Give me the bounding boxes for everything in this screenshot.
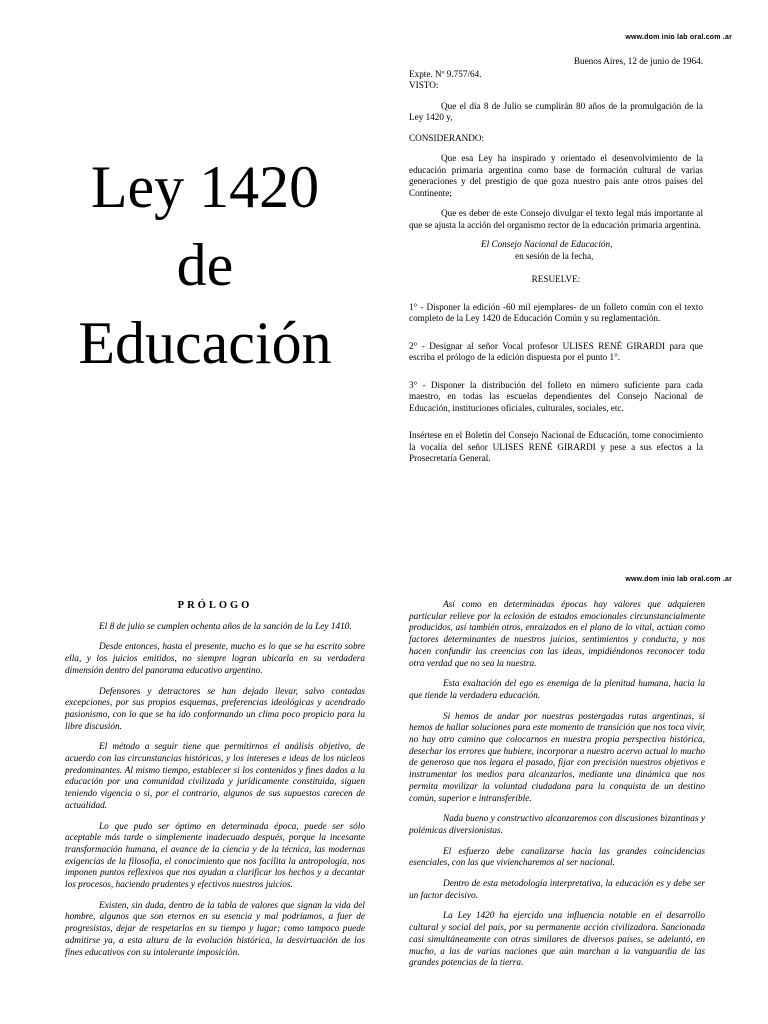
visto-text: Que el día 8 de Julio se cumplirán 80 años de la promulgación de la Ley 1420 y, — [409, 100, 703, 122]
resolution-item: 3° - Disponer la distribución del folleto en número suficiente para cada maestro, en todas las escuelas dependientes del Consejo Nacional de Educación, instituciones oficiales, culturales, sociales, etc. — [409, 379, 703, 413]
prologo-paragraph: Si hemos de andar por nuestras postergadas rutas argentinas, si hemos de hallar soluciones para este momento de transición que nos toca vivir, no hay otro camino que colocarnos en nuestra propia perspectiva histórica, desechar los errores que hubiere, incorporar a nuestro acervo actual lo mucho de generoso que nos legara el pasado, fijar con precisión nuestros objetivos e instrumentar los medios para alcanzarlos, mediante una dinámica que nos permita movilizar la voluntad ciudadana para la conquista de un destino común, superior e intransferible. — [409, 711, 705, 804]
resolution-date: Buenos Aires, 12 de junio de 1964. — [573, 56, 703, 66]
resolution-item: 1° - Disponer la edición -60 mil ejemplares- de un folleto común con el texto completo de la Ley 1420 de Educación Común y su reglamentación. — [409, 301, 703, 323]
title-line: Ley 1420 — [90, 154, 320, 220]
prologo-paragraph: Defensores y detractores se han dejado llevar, salvo contadas excepciones, por sus propios esquemas, preferencias ideológicas y acendrado pasionismo, con lo que se ha ido conformando un clima poco propicio para la libre discusión. — [65, 686, 365, 732]
resuelve-label: RESUELVE: — [531, 274, 581, 284]
document-title — [40, 148, 370, 382]
prologo-paragraph: Desde entonces, hasta el presente, mucho es lo que se ha escrito sobre ella, y los juicios emitidos, no siempre logran ubicarla en su verdadera dimensión dentro del panorama educativo argentino. — [65, 642, 365, 676]
considerando-paragraph: Que es deber de este Consejo divulgar el texto legal más importante al que se ajusta la acción del organismo rector de la educación primaria argentina. — [409, 208, 703, 230]
prologo-paragraph: Lo que pudo ser óptimo en determinada época, puede ser sólo aceptable más tarde o simplemente inadecuado después, porque la incesante transformación humana, el avance de la ciencia y de la técnica, las modernas exigencias de la filosofía, el conocimiento que nos facilita la antropología, nos imponen puntos reflexivos que nos ayudan a clarificar los hechos y a decantar los procesos, haciendo prudentes y efectivos nuestros juicios. — [65, 821, 365, 891]
site-url-middle: www.dom inio lab oral.com .ar — [625, 576, 732, 583]
prologo-left-column — [65, 600, 365, 968]
resolution-expte: Expte. Nº 9.757/64. — [409, 68, 482, 79]
site-url-top: www.dom inio lab oral.com .ar — [625, 34, 732, 41]
resolution-block — [409, 56, 703, 465]
consejo-line: El Consejo Nacional de Educación, — [481, 239, 613, 249]
sesion-line: en sesión de la fecha, — [515, 250, 594, 261]
prologo-paragraph: Nada bueno y constructivo alcanzaremos con discusiones bizantinas y polémicas diversionistas. — [409, 814, 705, 836]
prologo-paragraph: Dentro de esta metodología interpretativa, la educación es y debe ser un factor decisivo. — [409, 879, 705, 901]
resolution-item: 2° - Designar al señor Vocal profesor ULISES RENÉ GIRARDI para que escriba el prólogo de la edición dispuesta por el punto 1°. — [409, 340, 703, 362]
prologo-paragraph: Existen, sin duda, dentro de la tabla de valores que signan la vida del hombre, algunos que son eternos en su esencia y mal podríamos, a fuer de progresistas, dejar de respetarlos en su tiempo y lugar; como tampoco puede admitirse ya, a esta altura de la evolución histórica, la desvirtuación de los fines educativos con su intolerante imposición. — [65, 900, 365, 958]
resolution-closing: Insértese en el Boletín del Consejo Nacional de Educación, tome conocimiento la vocalía del señor ULISES RENÉ GIRARDI y pese a sus efectos a la Prosecretaría General. — [409, 430, 703, 463]
title-line: Educación — [78, 310, 332, 376]
prologo-paragraph: Esta exaltación del ego es enemiga de la plenitud humana, hacia la que tiende la verdadera educación. — [409, 679, 705, 701]
prologo-title: PRÓLOGO — [177, 600, 253, 611]
considerando-label: CONSIDERANDO: — [409, 132, 485, 143]
title-line: de — [176, 232, 234, 298]
prologo-paragraph: Así como en determinadas épocas hay valores que adquieren particular relieve por la eclosión de estados emocionales circunstancialmente producidos, así también otros, enraizados en el plano de lo vital, actúan como factores determinantes de nuestros juicios, sentimientos y conducta, y nos hacen confundir las creencias con las ideas, impidiéndonos reconocer toda otra verdad que no sea la nuestra. — [409, 600, 705, 669]
prologo-right-column — [409, 600, 705, 979]
visto-label: VISTO: — [409, 80, 439, 90]
prologo-paragraph: El 8 de julio se cumplen ochenta años de la sanción de la Ley 1410. — [99, 621, 352, 632]
prologo-paragraph: La Ley 1420 ha ejercido una influencia notable en el desarrollo cultural y social del país, por su permanente acción civilizadora. Sancionada casi simultáneamente con otras similares de diversos países, se adelantó, en mucho, a las de varias naciones que aún marchan a la vanguardia de las grandes potencias de la tierra. — [409, 911, 705, 969]
considerando-paragraph: Que esa Ley ha inspirado y orientado el desenvolvimiento de la educación primaria argentina como base de formación cultural de varias generaciones y del prestigio de que goza nuestro país ante otros países del Continente; — [409, 153, 703, 198]
prologo-paragraph: El método a seguir tiene que permitirnos el análisis objetivo, de acuerdo con las circunstancias históricas, y los intereses e ideas de los núcleos predominantes. Al mismo tiempo, establecer si los contenidos y fines dados a la educación por una comunidad civilizada y jurídicamente constituida, siguen teniendo vigencia o si, por el contrario, algunos de sus supuestos carecen de actualidad. — [65, 742, 365, 811]
prologo-paragraph: El esfuerzo debe canalizarse hacia las grandes coincidencias esenciales, con las que viviencharemos al ser nacional. — [409, 846, 705, 869]
